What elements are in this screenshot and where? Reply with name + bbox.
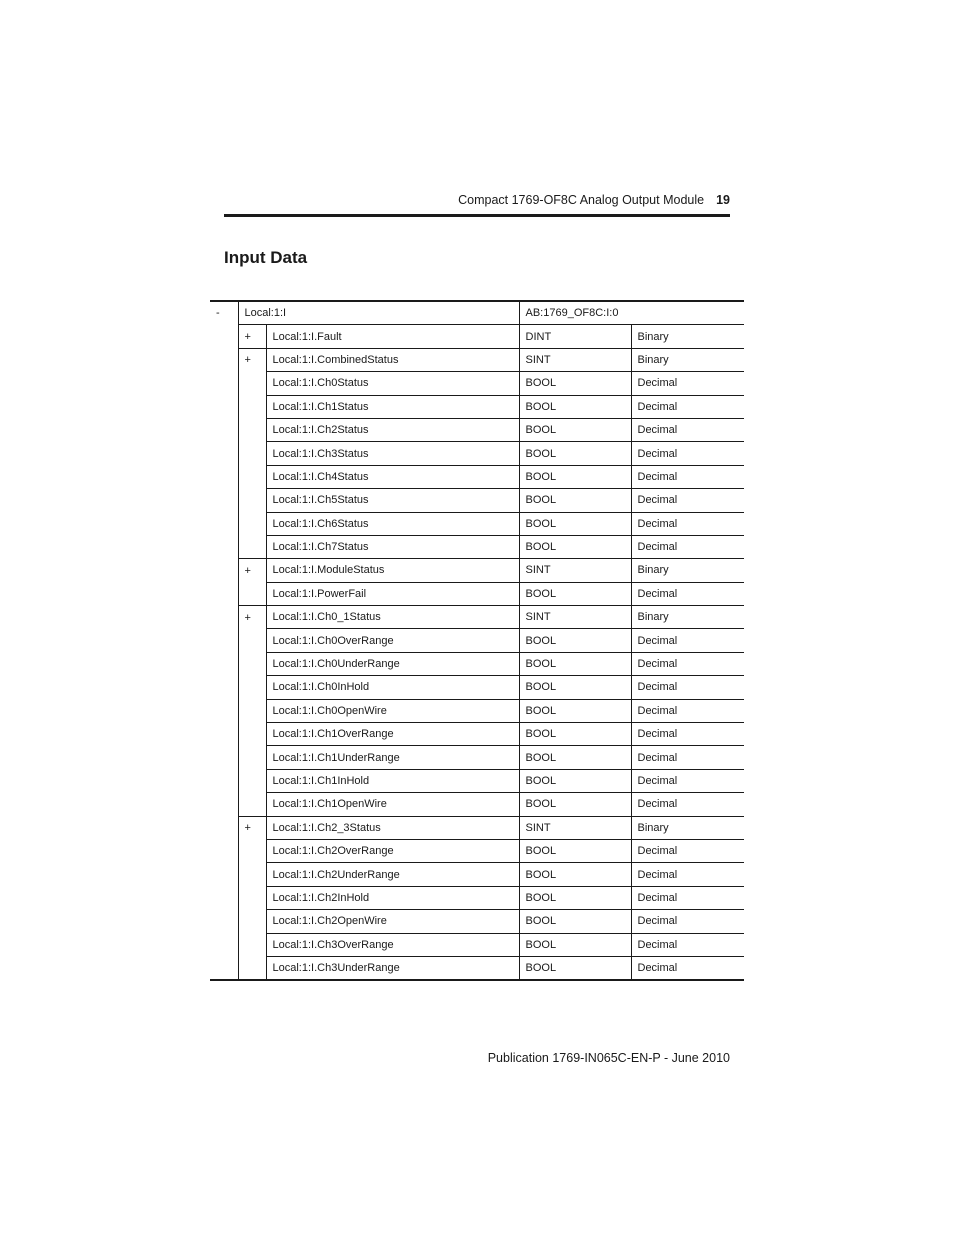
tag-data-type: BOOL	[519, 793, 631, 816]
indent-cell	[210, 442, 238, 465]
tag-data-type: BOOL	[519, 582, 631, 605]
tag-name: Local:1:I.Ch0_1Status	[266, 606, 519, 629]
tag-name: Local:1:I.Ch1Status	[266, 395, 519, 418]
table-row-root	[210, 301, 744, 325]
indent-cell	[210, 956, 238, 980]
tag-name: Local:1:I.Ch0InHold	[266, 676, 519, 699]
tag-style: Decimal	[631, 372, 744, 395]
table-row	[210, 793, 744, 816]
tag-data-type: BOOL	[519, 395, 631, 418]
tag-style: Decimal	[631, 793, 744, 816]
marker-cell	[238, 582, 266, 605]
indent-cell	[210, 839, 238, 862]
page-number: 19	[716, 193, 730, 207]
tag-name: Local:1:I.Ch0OpenWire	[266, 699, 519, 722]
root-tag-name: Local:1:I	[238, 301, 519, 325]
marker-cell	[238, 746, 266, 769]
root-tag-type: AB:1769_OF8C:I:0	[519, 301, 744, 325]
header-rule	[224, 214, 730, 217]
table-row	[210, 395, 744, 418]
table-row	[210, 325, 744, 348]
indent-cell	[210, 793, 238, 816]
indent-cell	[210, 863, 238, 886]
table-row	[210, 652, 744, 675]
marker-cell	[238, 465, 266, 488]
tag-name: Local:1:I.CombinedStatus	[266, 348, 519, 371]
table-row	[210, 418, 744, 441]
tag-style: Binary	[631, 325, 744, 348]
table-row	[210, 606, 744, 629]
table-row	[210, 839, 744, 862]
marker-cell	[238, 910, 266, 933]
tag-name: Local:1:I.Ch4Status	[266, 465, 519, 488]
tag-data-type: BOOL	[519, 442, 631, 465]
tag-data-type: BOOL	[519, 769, 631, 792]
indent-cell	[210, 910, 238, 933]
tag-data-type: SINT	[519, 559, 631, 582]
indent-cell	[210, 769, 238, 792]
tag-data-type: BOOL	[519, 489, 631, 512]
marker-cell	[238, 442, 266, 465]
table-row	[210, 559, 744, 582]
tag-name: Local:1:I.Ch3UnderRange	[266, 956, 519, 980]
marker-cell	[238, 676, 266, 699]
tag-data-type: DINT	[519, 325, 631, 348]
tag-style: Decimal	[631, 699, 744, 722]
tag-data-type: SINT	[519, 606, 631, 629]
tag-data-type: BOOL	[519, 535, 631, 558]
marker-cell	[238, 933, 266, 956]
collapse-marker[interactable]: -	[210, 301, 238, 325]
tag-style: Binary	[631, 606, 744, 629]
marker-cell	[238, 512, 266, 535]
input-data-table	[210, 300, 744, 981]
indent-cell	[210, 816, 238, 839]
tag-data-type: BOOL	[519, 699, 631, 722]
tag-table-body	[210, 301, 744, 980]
table-row	[210, 535, 744, 558]
tag-name: Local:1:I.Ch2_3Status	[266, 816, 519, 839]
tag-style: Decimal	[631, 535, 744, 558]
tag-data-type: BOOL	[519, 863, 631, 886]
tag-name: Local:1:I.Fault	[266, 325, 519, 348]
tag-data-type: SINT	[519, 816, 631, 839]
marker-cell	[238, 863, 266, 886]
marker-cell	[238, 956, 266, 980]
marker-cell	[238, 629, 266, 652]
tag-style: Decimal	[631, 769, 744, 792]
marker-cell	[238, 418, 266, 441]
tag-name: Local:1:I.Ch2Status	[266, 418, 519, 441]
indent-cell	[210, 395, 238, 418]
tag-name: Local:1:I.Ch1OverRange	[266, 723, 519, 746]
marker-cell	[238, 723, 266, 746]
tag-style: Decimal	[631, 839, 744, 862]
marker-cell	[238, 395, 266, 418]
table-row	[210, 816, 744, 839]
tag-style: Binary	[631, 559, 744, 582]
table-row	[210, 886, 744, 909]
tag-style: Decimal	[631, 418, 744, 441]
tag-name: Local:1:I.Ch3Status	[266, 442, 519, 465]
tag-data-type: BOOL	[519, 676, 631, 699]
tag-name: Local:1:I.Ch7Status	[266, 535, 519, 558]
expand-marker[interactable]: +	[238, 559, 266, 582]
tag-style: Decimal	[631, 863, 744, 886]
indent-cell	[210, 933, 238, 956]
indent-cell	[210, 886, 238, 909]
tag-name: Local:1:I.PowerFail	[266, 582, 519, 605]
tag-name: Local:1:I.Ch3OverRange	[266, 933, 519, 956]
tag-name: Local:1:I.Ch0UnderRange	[266, 652, 519, 675]
tag-name: Local:1:I.Ch2UnderRange	[266, 863, 519, 886]
indent-cell	[210, 372, 238, 395]
indent-cell	[210, 629, 238, 652]
indent-cell	[210, 512, 238, 535]
marker-cell	[238, 793, 266, 816]
table-row	[210, 956, 744, 980]
tag-style: Decimal	[631, 465, 744, 488]
marker-cell	[238, 769, 266, 792]
tag-data-type: SINT	[519, 348, 631, 371]
table-row	[210, 512, 744, 535]
tag-style: Decimal	[631, 933, 744, 956]
indent-cell	[210, 559, 238, 582]
tag-name: Local:1:I.Ch6Status	[266, 512, 519, 535]
tag-style: Decimal	[631, 910, 744, 933]
indent-cell	[210, 676, 238, 699]
indent-cell	[210, 348, 238, 371]
table-row	[210, 769, 744, 792]
indent-cell	[210, 746, 238, 769]
table-row	[210, 372, 744, 395]
table-row	[210, 489, 744, 512]
expand-marker[interactable]: +	[238, 325, 266, 348]
tag-name: Local:1:I.Ch1UnderRange	[266, 746, 519, 769]
expand-marker[interactable]: +	[238, 348, 266, 371]
tag-style: Decimal	[631, 395, 744, 418]
table-row	[210, 933, 744, 956]
tag-style: Decimal	[631, 723, 744, 746]
marker-cell	[238, 372, 266, 395]
marker-cell	[238, 652, 266, 675]
tag-name: Local:1:I.Ch1OpenWire	[266, 793, 519, 816]
tag-data-type: BOOL	[519, 465, 631, 488]
tag-data-type: BOOL	[519, 746, 631, 769]
tag-data-type: BOOL	[519, 910, 631, 933]
marker-cell	[238, 535, 266, 558]
section-title: Input Data	[224, 248, 308, 267]
tag-data-type: BOOL	[519, 652, 631, 675]
table-row	[210, 465, 744, 488]
running-title: Compact 1769-OF8C Analog Output Module	[458, 193, 705, 207]
tag-data-type: BOOL	[519, 418, 631, 441]
tag-name: Local:1:I.Ch2InHold	[266, 886, 519, 909]
tag-style: Decimal	[631, 489, 744, 512]
expand-marker[interactable]: +	[238, 816, 266, 839]
table-row	[210, 723, 744, 746]
tag-name: Local:1:I.Ch0Status	[266, 372, 519, 395]
indent-cell	[210, 606, 238, 629]
tag-style: Decimal	[631, 512, 744, 535]
tag-style: Decimal	[631, 629, 744, 652]
tag-data-type: BOOL	[519, 512, 631, 535]
table-row	[210, 582, 744, 605]
tag-data-type: BOOL	[519, 933, 631, 956]
indent-cell	[210, 325, 238, 348]
tag-style: Decimal	[637, 962, 678, 975]
tag-name: Local:1:I.Ch2OpenWire	[266, 910, 519, 933]
table-row	[210, 863, 744, 886]
tag-style: Decimal	[631, 442, 744, 465]
table-row	[210, 348, 744, 371]
table-row	[210, 699, 744, 722]
tag-name: Local:1:I.ModuleStatus	[266, 559, 519, 582]
indent-cell	[210, 582, 238, 605]
table-row	[210, 629, 744, 652]
indent-cell	[210, 723, 238, 746]
tag-data-type: BOOL	[519, 886, 631, 909]
tag-name: Local:1:I.Ch0OverRange	[266, 629, 519, 652]
table-row	[210, 910, 744, 933]
marker-cell	[238, 839, 266, 862]
marker-cell	[238, 886, 266, 909]
indent-cell	[210, 489, 238, 512]
tag-style: Binary	[631, 348, 744, 371]
table-row	[210, 442, 744, 465]
publication-footer: Publication 1769-IN065C-EN-P - June 2010	[487, 1051, 730, 1065]
indent-cell	[210, 465, 238, 488]
table-row	[210, 746, 744, 769]
tag-name: Local:1:I.Ch5Status	[266, 489, 519, 512]
tag-style: Decimal	[631, 582, 744, 605]
indent-cell	[210, 699, 238, 722]
running-header	[224, 192, 730, 208]
tag-style: Decimal	[631, 676, 744, 699]
marker-cell	[238, 699, 266, 722]
tag-style: Decimal	[631, 886, 744, 909]
tag-data-type: BOOL	[519, 629, 631, 652]
tag-data-type: BOOL	[519, 372, 631, 395]
tag-data-type: BOOL	[519, 839, 631, 862]
tag-data-type: BOOL	[519, 723, 631, 746]
tag-style: Binary	[631, 816, 744, 839]
table-row	[210, 676, 744, 699]
indent-cell	[210, 535, 238, 558]
tag-name: Local:1:I.Ch1InHold	[266, 769, 519, 792]
tag-style: Decimal	[631, 652, 744, 675]
marker-cell	[238, 489, 266, 512]
tag-data-type: BOOL	[519, 956, 631, 980]
indent-cell	[210, 652, 238, 675]
expand-marker[interactable]: +	[238, 606, 266, 629]
tag-name: Local:1:I.Ch2OverRange	[266, 839, 519, 862]
indent-cell	[210, 418, 238, 441]
tag-style: Decimal	[631, 746, 744, 769]
